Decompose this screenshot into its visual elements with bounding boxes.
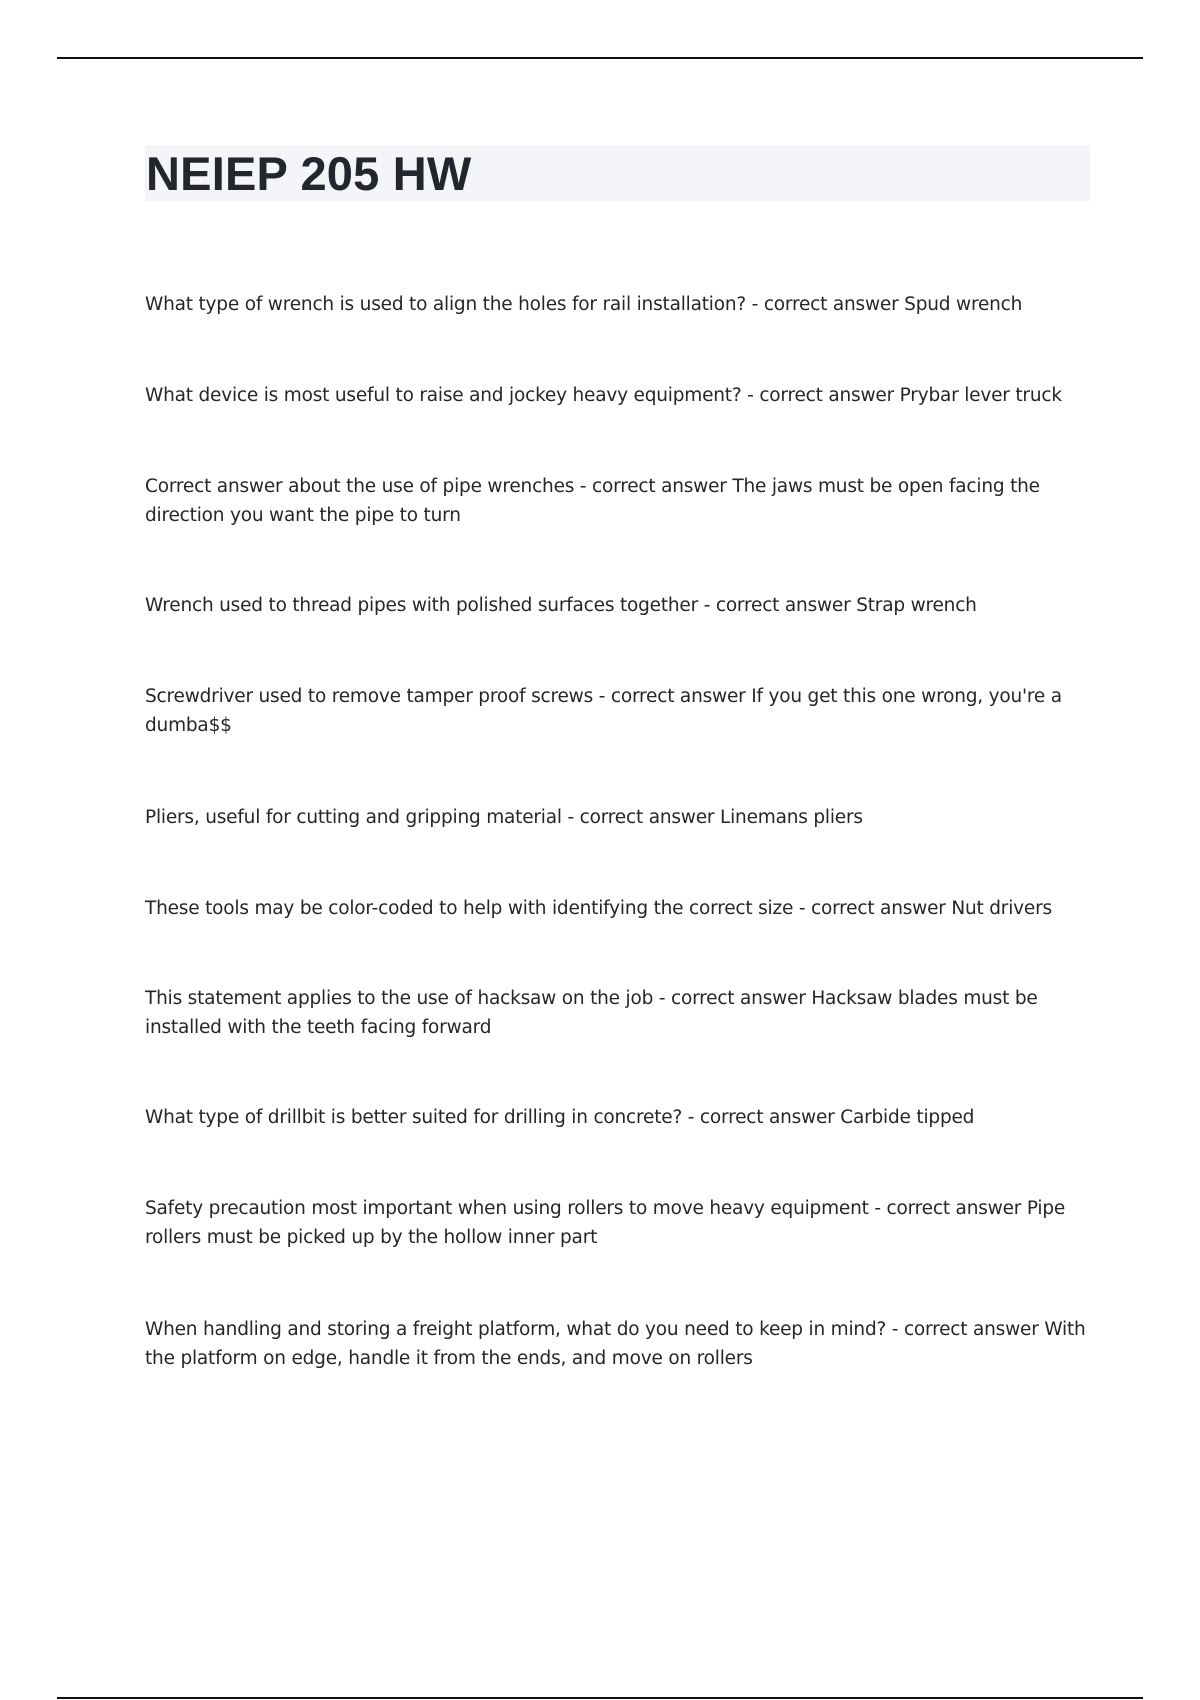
qa-item: Correct answer about the use of pipe wrenches - correct answer The jaws must be open facing the direction you want the pipe to turn (145, 476, 1040, 526)
qa-item: Safety precaution most important when using rollers to move heavy equipment - correct answer Pipe rollers must be picked up by the hollow inner part (145, 1198, 1066, 1248)
qa-item: What type of drillbit is better suited for drilling in concrete? - correct answer Carbide tipped (145, 1107, 975, 1128)
qa-list (145, 290, 1090, 1375)
qa-item: Pliers, useful for cutting and gripping material - correct answer Linemans pliers (145, 807, 863, 828)
top-rule (57, 57, 1143, 59)
document-title: NEIEP 205 HW (146, 147, 472, 200)
bottom-rule (57, 1697, 1143, 1699)
qa-item: This statement applies to the use of hacksaw on the job - correct answer Hacksaw blades must be installed with the teeth facing forward (145, 988, 1038, 1038)
qa-item: Wrench used to thread pipes with polished surfaces together - correct answer Strap wrench (145, 595, 977, 616)
qa-item: When handling and storing a freight platform, what do you need to keep in mind? - correct answer With the platform on edge, handle it from the ends, and move on rollers (145, 1319, 1086, 1369)
qa-item: What type of wrench is used to align the holes for rail installation? - correct answer Spud wrench (145, 294, 1023, 315)
qa-item: What device is most useful to raise and jockey heavy equipment? - correct answer Prybar lever truck (145, 385, 1062, 406)
qa-item: These tools may be color-coded to help with identifying the correct size - correct answer Nut drivers (145, 898, 1052, 919)
qa-item: Screwdriver used to remove tamper proof screws - correct answer If you get this one wrong, you're a dumba$$ (145, 686, 1062, 736)
